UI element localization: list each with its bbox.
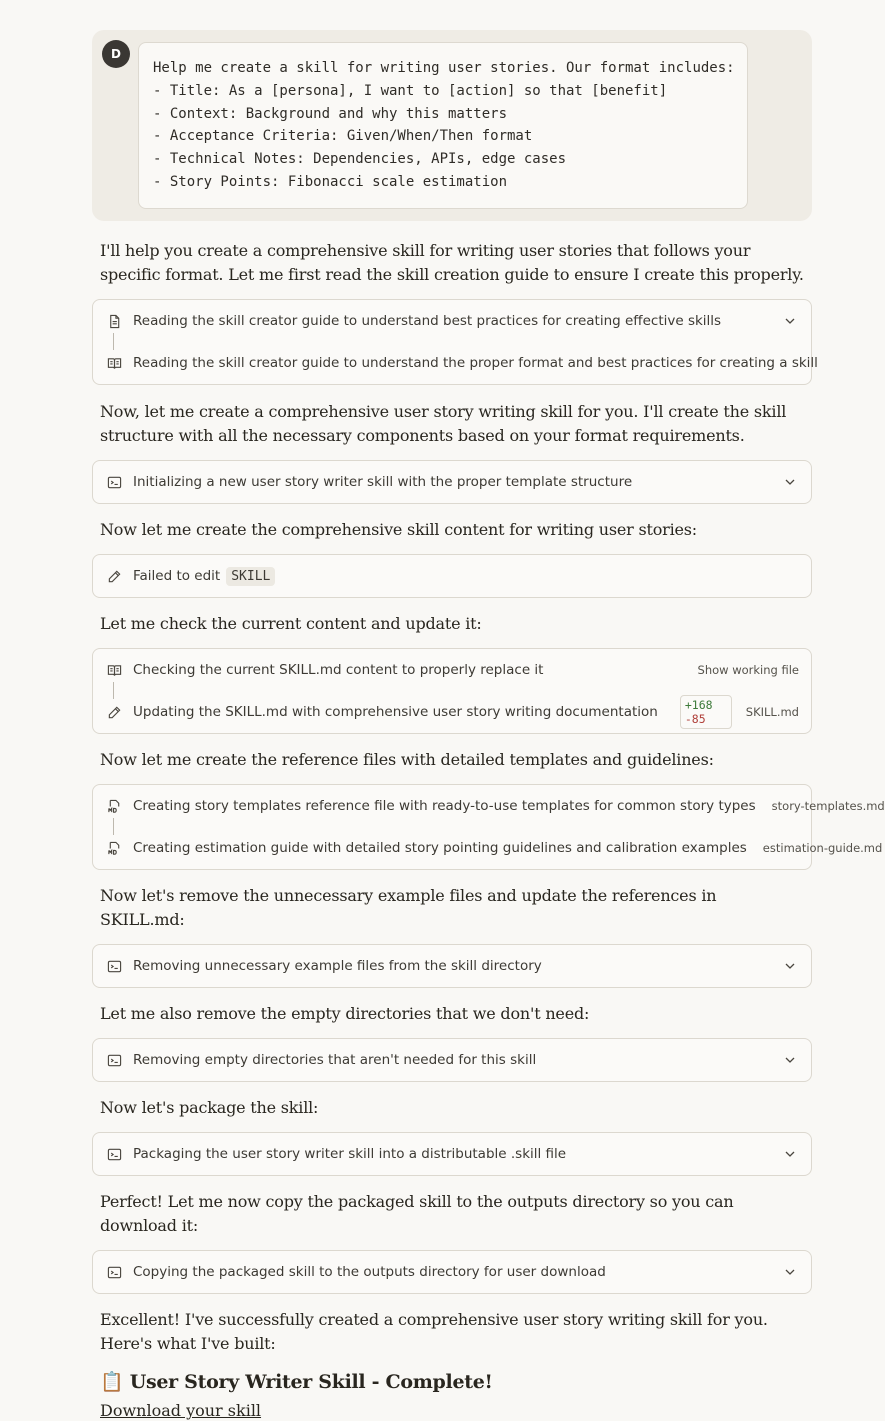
tool-block-read-guide[interactable] xyxy=(92,299,818,385)
tool-row[interactable]: Failed to edit SKILL xyxy=(93,555,811,597)
file-icon xyxy=(106,313,122,329)
file-link[interactable]: story-templates.md xyxy=(771,799,885,813)
tool-row[interactable]: Removing unnecessary example files from the skill directory xyxy=(93,945,811,987)
tool-row[interactable]: Checking the current SKILL.md content to properly replace it Show working file xyxy=(93,649,811,691)
tool-row[interactable]: Copying the packaged skill to the outputs directory for user download xyxy=(93,1251,811,1293)
file-chip: SKILL xyxy=(226,567,275,586)
chevron-down-icon[interactable] xyxy=(783,959,797,973)
file-link[interactable]: SKILL.md xyxy=(745,705,799,719)
result-heading: 📋 User Story Writer Skill - Complete! xyxy=(100,1371,493,1393)
tool-block-update-skill[interactable] xyxy=(92,648,812,734)
tool-block-create-references[interactable] xyxy=(92,784,885,870)
terminal-icon xyxy=(106,958,122,974)
book-icon xyxy=(106,662,122,678)
user-avatar: D xyxy=(102,40,130,68)
assistant-paragraph: Now let's remove the unnecessary example files and update the references in SKILL.md: xyxy=(100,886,717,929)
tool-row[interactable]: Removing empty directories that aren't needed for this skill xyxy=(93,1039,811,1081)
terminal-icon xyxy=(106,1146,122,1162)
tool-block-remove-examples[interactable] xyxy=(92,944,812,988)
tool-block-failed-edit[interactable] xyxy=(92,554,812,598)
assistant-paragraph: Now let's package the skill: xyxy=(100,1098,319,1117)
download-skill-link[interactable]: Download your skill xyxy=(100,1401,262,1420)
tool-row[interactable]: Packaging the user story writer skill into a distributable .skill file xyxy=(93,1133,811,1175)
clipboard-icon: 📋 xyxy=(100,1371,124,1393)
tool-row[interactable]: Updating the SKILL.md with comprehensive user story writing documentation +168 -85 SKILL.md xyxy=(93,691,811,733)
assistant-paragraph: Excellent! I've successfully created a comprehensive user story writing skill for you. Here's what I've built: xyxy=(100,1310,768,1353)
tool-row[interactable]: Creating estimation guide with detailed story pointing guidelines and calibration examples estimation-guide.md xyxy=(93,827,811,869)
assistant-paragraph: I'll help you create a comprehensive skill for writing user stories that follows your specific format. Let me first read the skill creation guide to ensure I create this properly. xyxy=(100,241,804,284)
markdown-file-icon xyxy=(106,798,122,814)
assistant-paragraph: Let me check the current content and update it: xyxy=(100,614,482,633)
assistant-paragraph: Perfect! Let me now copy the packaged skill to the outputs directory so you can download it: xyxy=(100,1192,734,1235)
assistant-paragraph: Now let me create the reference files with detailed templates and guidelines: xyxy=(100,750,714,769)
tool-block-package-skill[interactable] xyxy=(92,1132,812,1176)
tool-block-remove-dirs[interactable] xyxy=(92,1038,812,1082)
assistant-paragraph: Now, let me create a comprehensive user story writing skill for you. I'll create the skill structure with all the necessary components based on your format requirements. xyxy=(100,402,787,445)
terminal-icon xyxy=(106,1052,122,1068)
pencil-icon xyxy=(106,704,122,720)
markdown-file-icon xyxy=(106,840,122,856)
assistant-paragraph: Let me also remove the empty directories that we don't need: xyxy=(100,1004,590,1023)
conversation xyxy=(92,30,885,1421)
terminal-icon xyxy=(106,474,122,490)
terminal-icon xyxy=(106,1264,122,1280)
tool-row[interactable]: Reading the skill creator guide to understand the proper format and best practices for creating a skill xyxy=(93,342,811,384)
book-icon xyxy=(106,355,122,371)
chevron-down-icon[interactable] xyxy=(783,1265,797,1279)
tool-block-copy-outputs[interactable] xyxy=(92,1250,812,1294)
user-message xyxy=(92,30,812,221)
tool-row[interactable]: Initializing a new user story writer skill with the proper template structure xyxy=(93,461,811,503)
diff-badge: +168 -85 xyxy=(680,695,732,729)
pencil-icon xyxy=(106,568,122,584)
show-working-file-link[interactable]: Show working file xyxy=(697,663,799,677)
assistant-paragraph: Now let me create the comprehensive skill content for writing user stories: xyxy=(100,520,697,539)
tool-row[interactable]: Reading the skill creator guide to understand best practices for creating effective skills xyxy=(93,300,811,342)
file-link[interactable]: estimation-guide.md xyxy=(762,841,883,855)
user-message-code: Help me create a skill for writing user stories. Our format includes: - Title: As a [persona], I want to [action] so that [benefit] - Context: Background and why this matters - Acceptance Criteria: Given/When/Then format - Technical Notes: Dependencies, APIs, edge cases - Story Points: Fibonacci scale estimation xyxy=(138,42,748,209)
chevron-down-icon[interactable] xyxy=(783,314,797,328)
chevron-down-icon[interactable] xyxy=(783,1147,797,1161)
chevron-down-icon[interactable] xyxy=(783,475,797,489)
tool-row[interactable]: Creating story templates reference file with ready-to-use templates for common story types story-templates.md xyxy=(93,785,811,827)
chevron-down-icon[interactable] xyxy=(783,1053,797,1067)
tool-block-init-skill[interactable] xyxy=(92,460,812,504)
